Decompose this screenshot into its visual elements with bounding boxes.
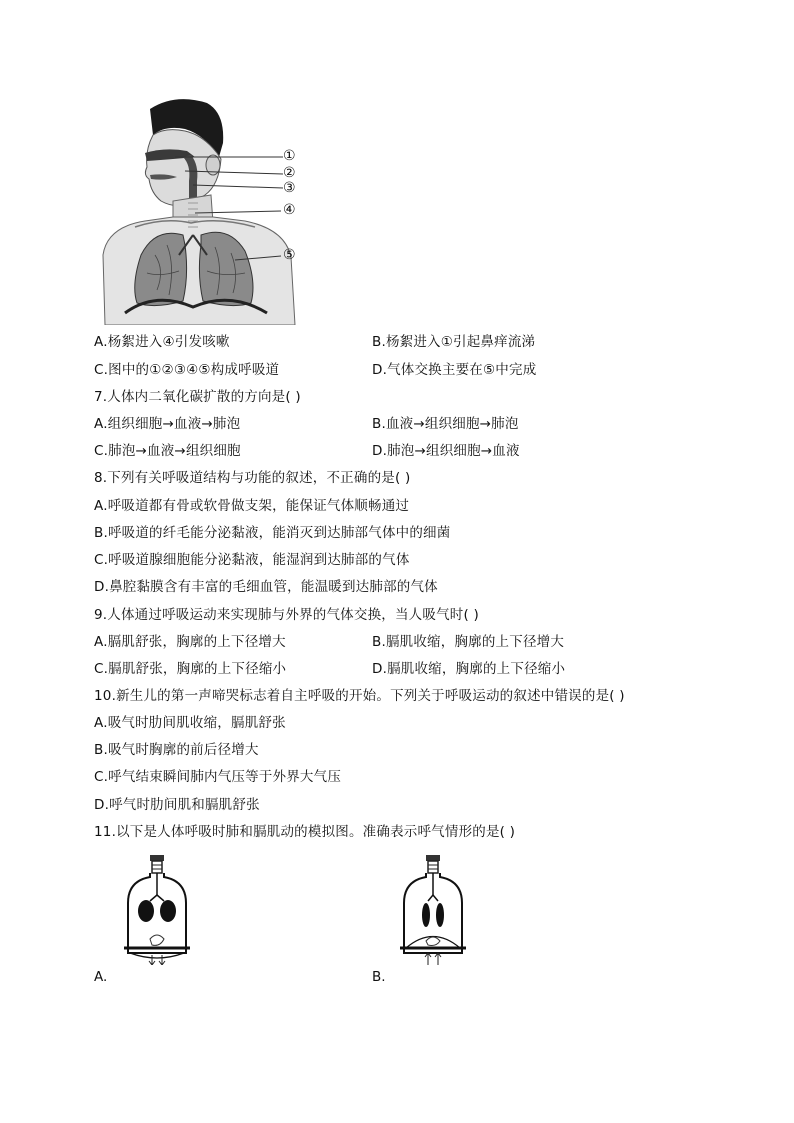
q8-option-c: C.呼吸道腺细胞能分泌黏液，能湿润到达肺部的气体 <box>94 552 410 568</box>
q7-option-c: C.肺泡→血液→组织细胞 <box>94 443 241 459</box>
q10-option-c: C.呼气结束瞬间肺内气压等于外界大气压 <box>94 769 342 785</box>
figure-label-1: ① <box>283 148 296 164</box>
q9-option-a: A.膈肌舒张，胸廓的上下径增大 <box>94 634 286 650</box>
q10-stem: 10.新生儿的第一声啼哭标志着自主呼吸的开始。下列关于呼吸运动的叙述中错误的是( ) <box>94 688 625 704</box>
q7-option-d: D.肺泡→组织细胞→血液 <box>372 443 520 459</box>
q8-option-a: A.呼吸道都有骨或软骨做支架，能保证气体顺畅通过 <box>94 498 410 514</box>
q11-stem: 11.以下是人体呼吸时肺和膈肌动的模拟图。准确表示呼气情形的是( ) <box>94 824 516 840</box>
q9-option-d: D.膈肌收缩，胸廓的上下径缩小 <box>372 661 566 677</box>
q6-option-d: D.气体交换主要在⑤中完成 <box>372 362 537 378</box>
respiratory-system-illustration <box>95 95 305 325</box>
q6-option-c: C.图中的①②③④⑤构成呼吸道 <box>94 362 280 378</box>
figure-label-4: ④ <box>283 202 296 218</box>
bell-jar-model-b <box>398 855 468 965</box>
q9-stem: 9.人体通过呼吸运动来实现肺与外界的气体交换，当人吸气时( ) <box>94 607 479 623</box>
respiratory-system-figure <box>95 95 305 325</box>
q10-option-a: A.吸气时肋间肌收缩，膈肌舒张 <box>94 715 286 731</box>
q9-option-c: C.膈肌舒张，胸廓的上下径缩小 <box>94 661 287 677</box>
q9-option-b: B.膈肌收缩，胸廓的上下径增大 <box>372 634 565 650</box>
bell-jar-model-a <box>122 855 192 965</box>
q6-option-a: A.杨絮进入④引发咳嗽 <box>94 334 230 350</box>
q6-option-b: B.杨絮进入①引起鼻痒流涕 <box>372 334 536 350</box>
q7-option-b: B.血液→组织细胞→肺泡 <box>372 416 519 432</box>
q10-option-d: D.呼气时肋间肌和膈肌舒张 <box>94 797 260 813</box>
figure-label-5: ⑤ <box>283 247 296 263</box>
q8-stem: 8.下列有关呼吸道结构与功能的叙述，不正确的是( ) <box>94 470 411 486</box>
figure-label-3: ③ <box>283 180 296 196</box>
q10-option-b: B.吸气时胸廓的前后径增大 <box>94 742 259 758</box>
bell-jar-b-illustration <box>398 855 468 965</box>
figure-label-2: ② <box>283 165 296 181</box>
q8-option-d: D.鼻腔黏膜含有丰富的毛细血管，能温暖到达肺部的气体 <box>94 579 438 595</box>
bell-jar-a-illustration <box>122 855 192 965</box>
q7-option-a: A.组织细胞→血液→肺泡 <box>94 416 241 432</box>
q7-stem: 7.人体内二氧化碳扩散的方向是( ) <box>94 389 301 405</box>
q11-option-b-label: B. <box>372 969 386 985</box>
q11-option-a-label: A. <box>94 969 108 985</box>
q8-option-b: B.呼吸道的纤毛能分泌黏液，能消灭到达肺部气体中的细菌 <box>94 525 451 541</box>
